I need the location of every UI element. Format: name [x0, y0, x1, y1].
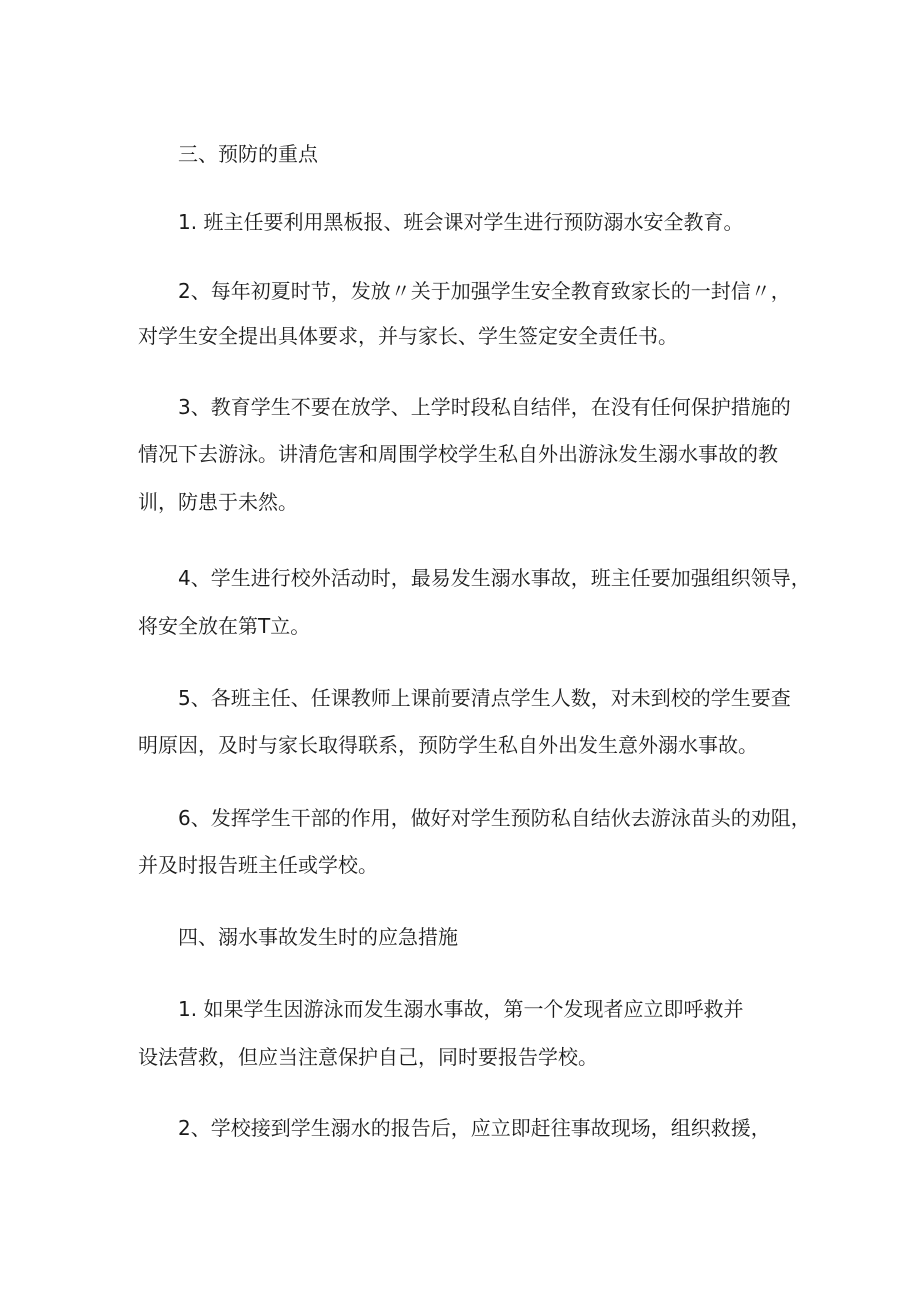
paragraph-3-line-3: 训，防患于未然。 [138, 490, 298, 514]
paragraph-5-line-2: 明原因，及时与家长取得联系，预防学生私自外出发生意外溺水事故。 [138, 733, 758, 757]
paragraph-3-line-1: 3、教育学生不要在放学、上学时段私自结伴，在没有任何保护措施的 [178, 395, 791, 419]
heading-emergency-measures: 四、溺水事故发生时的应急措施 [178, 925, 458, 949]
paragraph-3-line-2: 情况下去游泳。讲清危害和周围学校学生私自外出游泳发生溺水事故的教 [138, 442, 778, 466]
paragraph-2-line-1: 2、每年初夏时节，发放〃关于加强学生安全教育致家长的一封信〃， [178, 279, 791, 303]
paragraph-5-line-1: 5、各班主任、任课教师上课前要清点学生人数，对未到校的学生要查 [178, 686, 791, 710]
paragraph-4-line-1: 4、学生进行校外活动时，最易发生溺水事故，班主任要加强组织领导， [178, 566, 811, 590]
paragraph-1-line-1: 1. 班主任要利用黑板报、班会课对学生进行预防溺水安全教育。 [178, 210, 744, 234]
paragraph-4-line-2: 将安全放在第T立。 [138, 614, 311, 638]
paragraph-7-line-2: 设法营救，但应当注意保护自己，同时要报告学校。 [138, 1045, 598, 1069]
paragraph-6-line-1: 6、发挥学生干部的作用，做好对学生预防私自结伙去游泳苗头的劝阻， [178, 806, 811, 830]
paragraph-7-line-1: 1. 如果学生因游泳而发生溺水事故，第一个发现者应立即呼救并 [178, 997, 744, 1021]
paragraph-2-line-2: 对学生安全提出具体要求，并与家长、学生签定安全责任书。 [138, 324, 678, 348]
heading-prevention-focus: 三、预防的重点 [178, 142, 318, 166]
paragraph-8-line-1: 2、学校接到学生溺水的报告后，应立即赶往事故现场，组织救援， [178, 1116, 771, 1140]
paragraph-6-line-2: 并及时报告班主任或学校。 [138, 853, 378, 877]
